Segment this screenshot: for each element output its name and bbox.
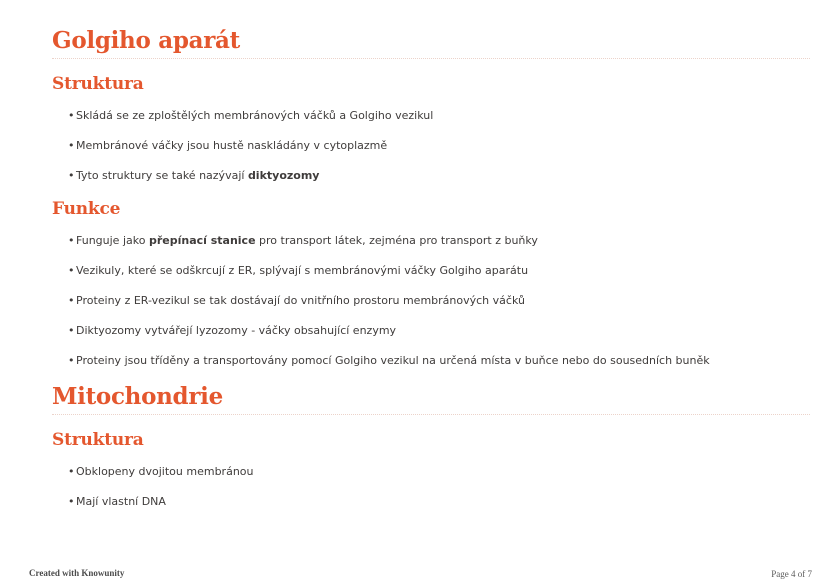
bullet-list-struktura-1 — [68, 108, 810, 183]
bullet-text — [76, 138, 387, 153]
subsection-heading-struktura-1: Struktura — [52, 74, 144, 94]
bullet-icon: • — [68, 109, 75, 122]
bullet-list-funkce — [68, 233, 810, 368]
bullet-text — [76, 263, 528, 278]
bullet-text — [76, 323, 396, 338]
list-item — [68, 293, 810, 308]
bullet-text — [76, 494, 166, 509]
text-segment: Mají vlastní DNA — [76, 495, 166, 508]
section-title-mitochondrie: Mitochondrie — [52, 383, 223, 410]
text-segment: Tyto struktury se také nazývají — [76, 169, 248, 182]
section-title-golgiho-aparat: Golgiho aparát — [52, 27, 240, 54]
bullet-text — [76, 168, 319, 183]
bullet-icon: • — [68, 324, 75, 337]
list-item — [68, 494, 810, 509]
bullet-text — [76, 233, 538, 248]
list-item — [68, 168, 810, 183]
title-divider — [52, 414, 810, 415]
footer-branding: Created with Knowunity — [29, 568, 125, 578]
list-item — [68, 233, 810, 248]
list-item — [68, 464, 810, 479]
bullet-text — [76, 293, 525, 308]
bullet-icon: • — [68, 294, 75, 307]
bullet-text — [76, 353, 710, 368]
text-segment: Diktyozomy vytvářejí lyzozomy - váčky obsahující enzymy — [76, 324, 397, 337]
subsection-heading-struktura-2: Struktura — [52, 430, 144, 450]
bullet-icon: • — [68, 139, 75, 152]
bold-segment: diktyozomy — [247, 169, 320, 182]
text-segment: Funguje jako — [76, 234, 149, 247]
bullet-icon: • — [68, 465, 75, 478]
list-item — [68, 108, 810, 123]
list-item — [68, 263, 810, 278]
bullet-icon: • — [68, 495, 75, 508]
bullet-text — [76, 464, 254, 479]
bullet-text — [76, 108, 433, 123]
text-segment: Proteiny jsou tříděny a transportovány pomocí Golgiho vezikul na určená místa v buňce nebo do sousedních buněk — [76, 354, 710, 367]
text-segment: Proteiny z ER-vezikul se tak dostávají do vnitřního prostoru membránových váčků — [76, 294, 525, 307]
list-item — [68, 353, 810, 368]
list-item — [68, 323, 810, 338]
text-segment: Obklopeny dvojitou membránou — [76, 465, 254, 478]
text-segment: Skládá se ze zploštělých membránových váčků a Golgiho vezikul — [76, 109, 434, 122]
bullet-icon: • — [68, 264, 75, 277]
bullet-icon: • — [68, 234, 75, 247]
footer-page-number: Page 4 of 7 — [771, 569, 812, 579]
text-segment: Vezikuly, které se odškrcují z ER, splývají s membránovými váčky Golgiho aparátu — [76, 264, 529, 277]
bullet-icon: • — [68, 169, 75, 182]
bold-segment: přepínací stanice — [148, 234, 256, 247]
bullet-list-struktura-2 — [68, 464, 810, 509]
text-segment: pro transport látek, zejména pro transport z buňky — [255, 234, 538, 247]
list-item — [68, 138, 810, 153]
text-segment: Membránové váčky jsou hustě naskládány v cytoplazmě — [76, 139, 388, 152]
subsection-heading-funkce: Funkce — [52, 199, 121, 219]
bullet-icon: • — [68, 354, 75, 367]
title-divider — [52, 58, 810, 59]
